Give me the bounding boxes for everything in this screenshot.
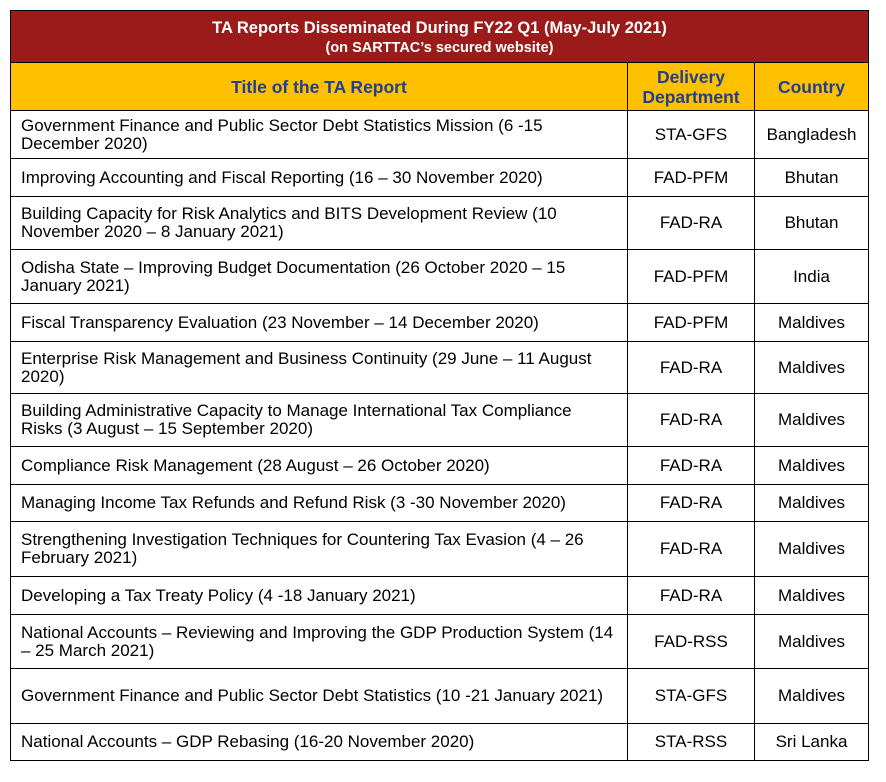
- country-cell: Maldives: [755, 447, 869, 485]
- delivery-department-cell: FAD-RSS: [628, 615, 755, 669]
- table-row: [11, 447, 869, 485]
- country-cell: India: [755, 250, 869, 304]
- country-cell: Maldives: [755, 522, 869, 577]
- report-title-cell: Building Capacity for Risk Analytics and BITS Development Review (10 November 2020 – 8 January 2021): [11, 197, 628, 250]
- delivery-department-cell: STA-GFS: [628, 669, 755, 724]
- country-cell: Maldives: [755, 394, 869, 447]
- table-row: [11, 669, 869, 724]
- table-row: [11, 522, 869, 577]
- table-row: [11, 615, 869, 669]
- header-title: Title of the TA Report: [11, 63, 628, 111]
- table-row: [11, 485, 869, 522]
- delivery-department-cell: FAD-RA: [628, 394, 755, 447]
- report-title-cell: Developing a Tax Treaty Policy (4 -18 January 2021): [11, 577, 628, 615]
- header-country: Country: [755, 63, 869, 111]
- country-cell: Maldives: [755, 342, 869, 394]
- report-title-cell: National Accounts – GDP Rebasing (16-20 November 2020): [11, 724, 628, 761]
- header-department: Delivery Department: [628, 63, 755, 111]
- report-title-cell: National Accounts – Reviewing and Improving the GDP Production System (14 – 25 March 2021): [11, 615, 628, 669]
- delivery-department-cell: FAD-RA: [628, 342, 755, 394]
- report-title-cell: Compliance Risk Management (28 August – 26 October 2020): [11, 447, 628, 485]
- country-cell: Sri Lanka: [755, 724, 869, 761]
- table-row: [11, 394, 869, 447]
- report-title-cell: Strengthening Investigation Techniques for Countering Tax Evasion (4 – 26 February 2021): [11, 522, 628, 577]
- ta-reports-table: [10, 10, 869, 761]
- delivery-department-cell: STA-RSS: [628, 724, 755, 761]
- delivery-department-cell: FAD-RA: [628, 522, 755, 577]
- table-title-row: [11, 11, 869, 63]
- delivery-department-cell: FAD-RA: [628, 447, 755, 485]
- country-cell: Maldives: [755, 485, 869, 522]
- table-row: [11, 197, 869, 250]
- delivery-department-cell: FAD-RA: [628, 485, 755, 522]
- table-row: [11, 724, 869, 761]
- report-title-cell: Building Administrative Capacity to Manage International Tax Compliance Risks (3 August – 15 September 2020): [11, 394, 628, 447]
- report-title-cell: Fiscal Transparency Evaluation (23 November – 14 December 2020): [11, 304, 628, 342]
- report-title-cell: Government Finance and Public Sector Debt Statistics (10 -21 January 2021): [11, 669, 628, 724]
- delivery-department-cell: FAD-RA: [628, 577, 755, 615]
- table-row: [11, 250, 869, 304]
- table-body: [11, 111, 869, 761]
- report-title-cell: Government Finance and Public Sector Debt Statistics Mission (6 -15 December 2020): [11, 111, 628, 159]
- table-subtitle: (on SARTTAC’s secured website): [325, 40, 554, 56]
- table-row: [11, 159, 869, 197]
- report-title-cell: Improving Accounting and Fiscal Reporting (16 – 30 November 2020): [11, 159, 628, 197]
- country-cell: Bhutan: [755, 197, 869, 250]
- report-title-cell: Managing Income Tax Refunds and Refund Risk (3 -30 November 2020): [11, 485, 628, 522]
- table-row: [11, 342, 869, 394]
- country-cell: Bangladesh: [755, 111, 869, 159]
- delivery-department-cell: STA-GFS: [628, 111, 755, 159]
- delivery-department-cell: FAD-PFM: [628, 304, 755, 342]
- table-row: [11, 577, 869, 615]
- delivery-department-cell: FAD-PFM: [628, 159, 755, 197]
- country-cell: Maldives: [755, 669, 869, 724]
- country-cell: Bhutan: [755, 159, 869, 197]
- table-title: TA Reports Disseminated During FY22 Q1 (May-July 2021): [212, 19, 667, 37]
- country-cell: Maldives: [755, 304, 869, 342]
- delivery-department-cell: FAD-PFM: [628, 250, 755, 304]
- country-cell: Maldives: [755, 577, 869, 615]
- table-header-row: [11, 63, 869, 111]
- report-title-cell: Odisha State – Improving Budget Documentation (26 October 2020 – 15 January 2021): [11, 250, 628, 304]
- delivery-department-cell: FAD-RA: [628, 197, 755, 250]
- table-row: [11, 304, 869, 342]
- table-title-cell: [11, 11, 869, 63]
- report-title-cell: Enterprise Risk Management and Business Continuity (29 June – 11 August 2020): [11, 342, 628, 394]
- country-cell: Maldives: [755, 615, 869, 669]
- table-row: [11, 111, 869, 159]
